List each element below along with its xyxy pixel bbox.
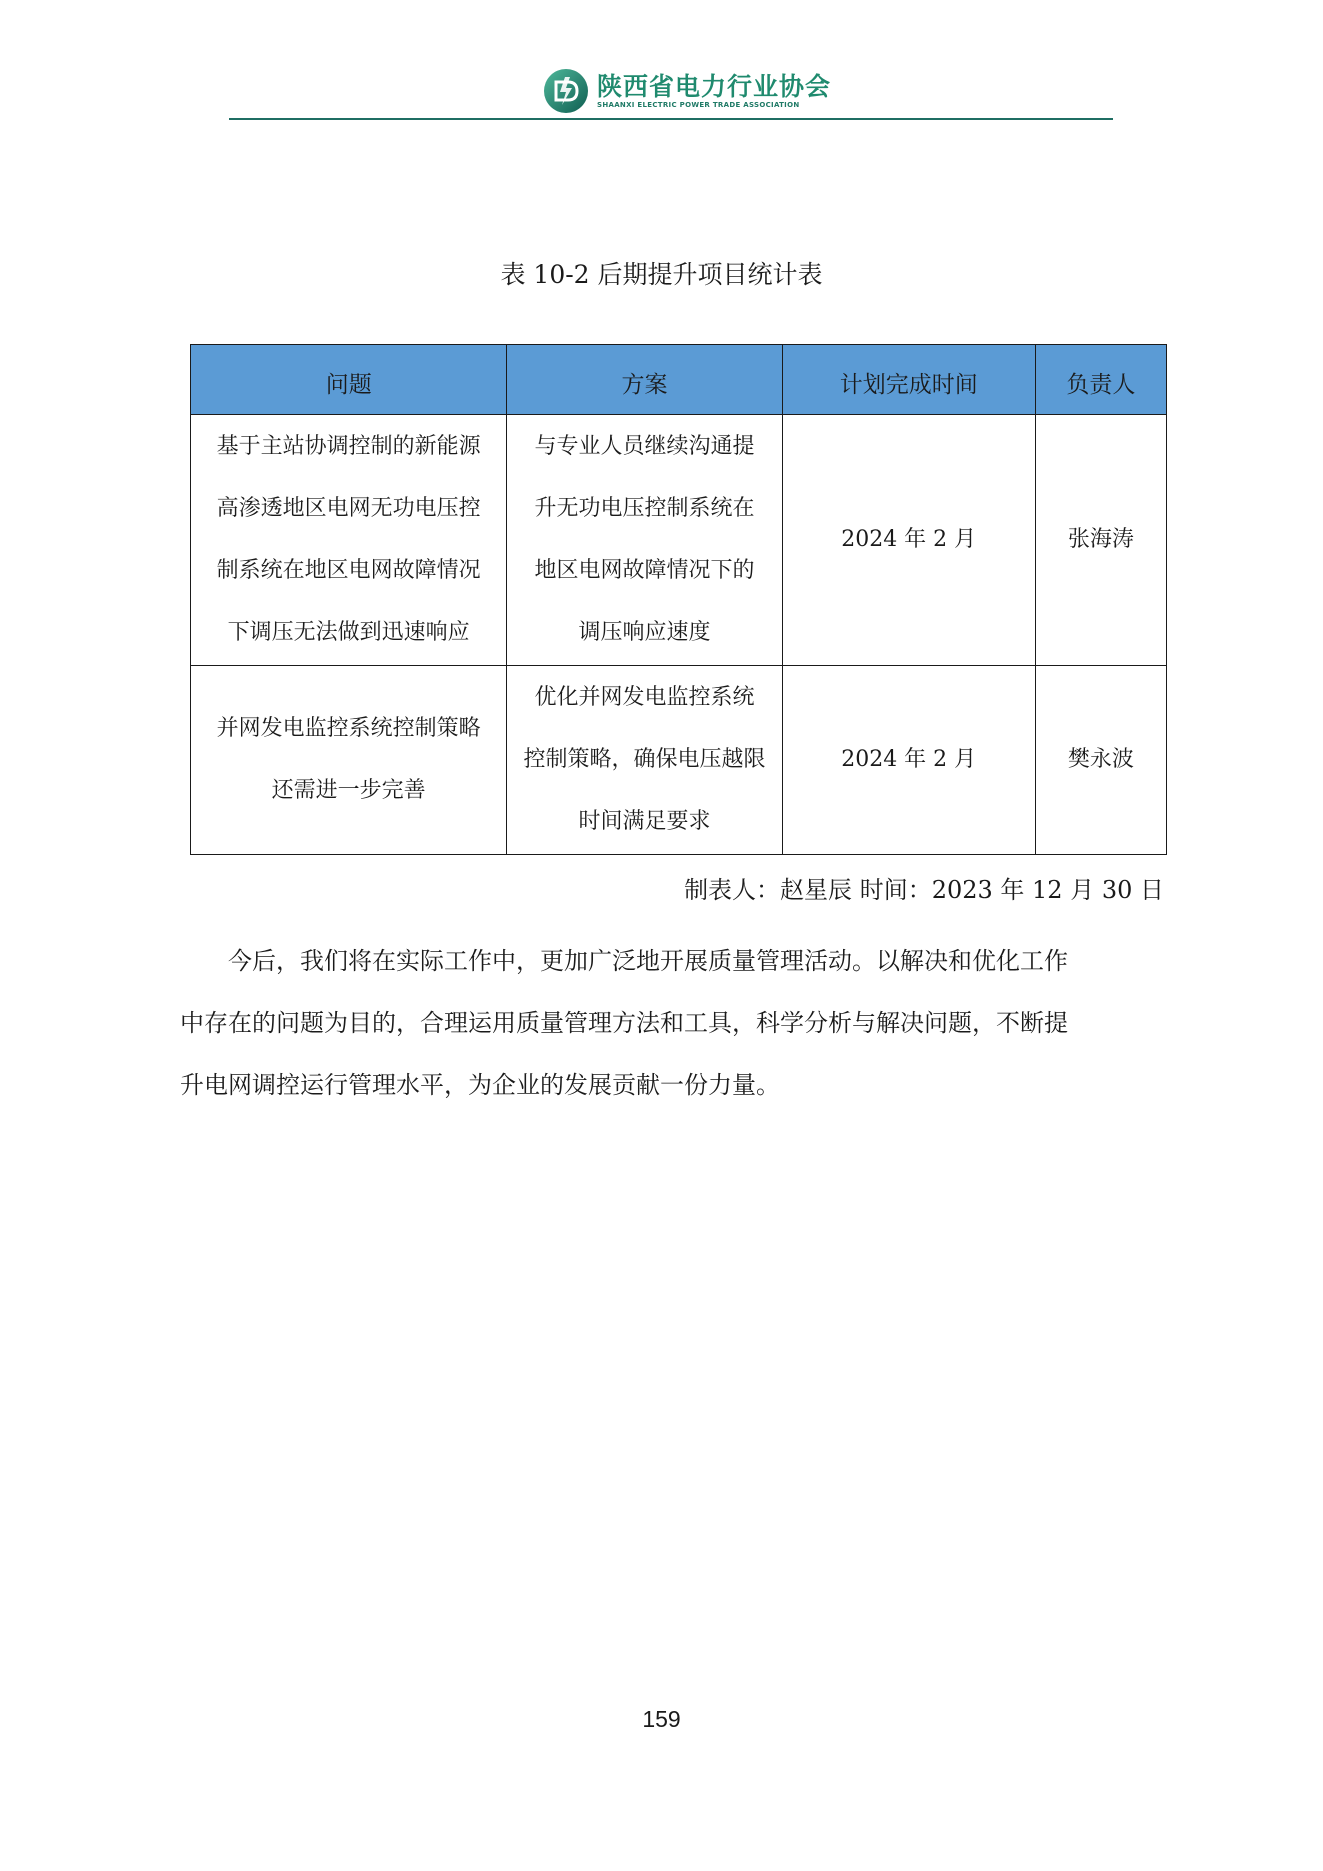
planned-date-cell: 2024 年 2 月	[782, 666, 1035, 855]
solution-cell: 与专业人员继续沟通提 升无功电压控制系统在 地区电网故障情况下的 调压响应速度	[507, 415, 782, 666]
owner-cell: 张海涛	[1035, 415, 1166, 666]
table-author-note: 制表人：赵星辰 时间：2023 年 12 月 30 日	[684, 876, 1164, 904]
improvement-plan-table	[190, 344, 1167, 855]
association-name-en: SHAANXI ELECTRIC POWER TRADE ASSOCIATION	[597, 100, 800, 109]
association-emblem-icon	[543, 68, 589, 114]
association-logo	[543, 68, 831, 114]
column-header-planned-date: 计划完成时间	[782, 345, 1035, 415]
body-paragraph: 今后，我们将在实际工作中，更加广泛地开展质量管理活动。以解决和优化工作 中存在的问题为目的，合理运用质量管理方法和工具，科学分析与解决问题，不断提 升电网调控运行管理水平，为企业的发展贡献一份力量。	[180, 947, 1068, 1099]
planned-date-cell: 2024 年 2 月	[782, 415, 1035, 666]
solution-cell: 优化并网发电监控系统 控制策略，确保电压越限 时间满足要求	[507, 666, 782, 855]
column-header-problem: 问题	[191, 345, 507, 415]
problem-cell: 基于主站协调控制的新能源 高渗透地区电网无功电压控 制系统在地区电网故障情况 下调压无法做到迅速响应	[191, 415, 507, 666]
column-header-solution: 方案	[507, 345, 782, 415]
owner-cell: 樊永波	[1035, 666, 1166, 855]
table-header-row	[191, 345, 1167, 415]
page-number: 159	[642, 1706, 681, 1732]
problem-cell: 并网发电监控系统控制策略 还需进一步完善	[191, 666, 507, 855]
table-row	[191, 415, 1167, 666]
table-row	[191, 666, 1167, 855]
page-header	[0, 62, 1323, 122]
association-name-cn: 陕西省电力行业协会	[597, 71, 832, 101]
header-divider	[229, 118, 1113, 120]
column-header-owner: 负责人	[1035, 345, 1166, 415]
table-caption: 表 10-2 后期提升项目统计表	[500, 260, 823, 289]
